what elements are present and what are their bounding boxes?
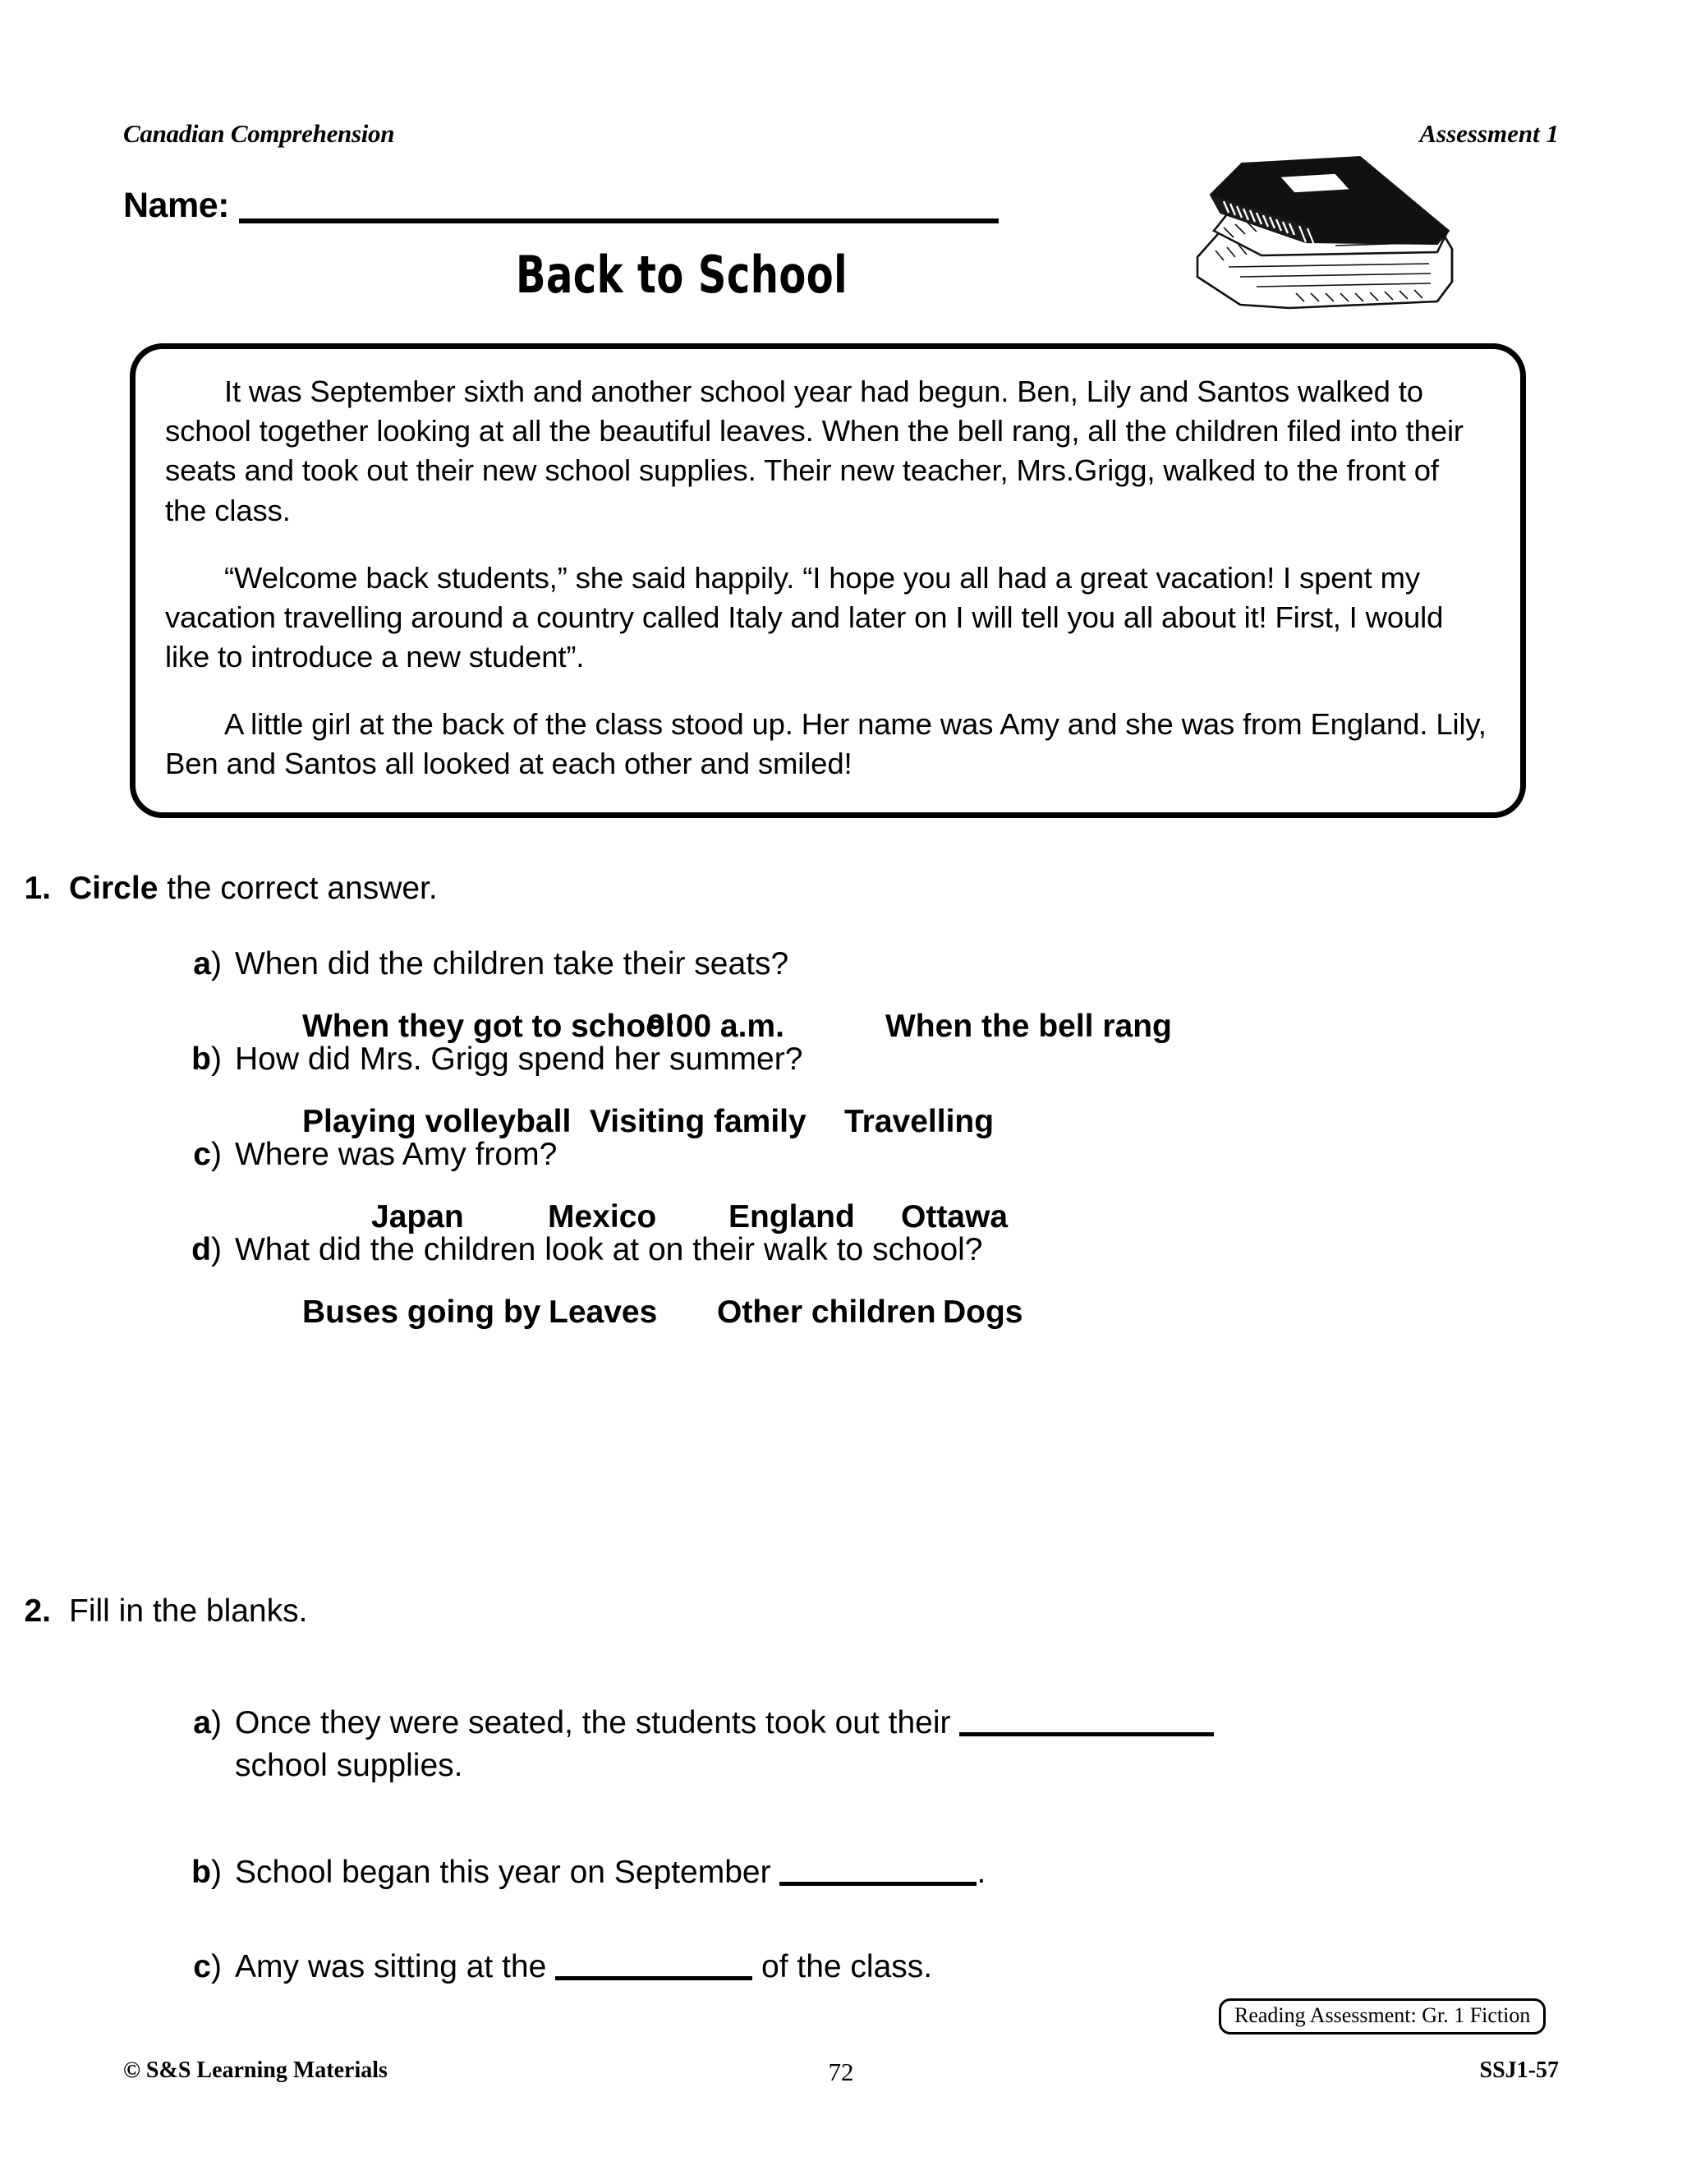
- name-label: Name:: [123, 186, 229, 225]
- subquestion-1b-options: [302, 1104, 1682, 1140]
- subquestion-2a-letter: a: [193, 1705, 211, 1740]
- subquestion-2b-paren: ): [211, 1855, 222, 1890]
- question-1-prompt: [0, 871, 1682, 907]
- name-row: [123, 187, 999, 223]
- subquestion-2c-letter: c: [193, 1949, 211, 1984]
- subquestion-1d: [0, 1232, 1682, 1331]
- option-choice[interactable]: Buses going by: [302, 1294, 541, 1330]
- subquestion-1a-options: [302, 1009, 1682, 1045]
- option-choice[interactable]: When they got to school: [302, 1009, 674, 1044]
- subquestion-2c-text-after: of the class.: [761, 1949, 933, 1984]
- subquestion-1b-letter: b: [191, 1041, 211, 1077]
- option-choice[interactable]: Dogs: [943, 1294, 1023, 1330]
- subquestion-2b-text-before: School began this year on September: [235, 1855, 771, 1890]
- question-2: [0, 1593, 1682, 1630]
- subquestion-1a-question: When did the children take their seats?: [235, 946, 789, 982]
- subquestion-1a-letter: a: [193, 946, 211, 982]
- option-choice[interactable]: England: [728, 1199, 855, 1235]
- series-title: Canadian Comprehension: [123, 119, 395, 148]
- subquestion-1d-text-row: [179, 1232, 1682, 1268]
- product-code: SSJ1-57: [1479, 2058, 1559, 2083]
- subquestion-1d-options: [302, 1294, 1682, 1331]
- page-title: Back to School: [515, 245, 848, 305]
- subquestion-1c-paren: ): [211, 1137, 222, 1172]
- subquestion-2a: [0, 1704, 1682, 1784]
- subquestion-1c-letter: c: [193, 1137, 211, 1172]
- assessment-label: Assessment 1: [1419, 119, 1559, 148]
- subquestion-1b-paren: ): [211, 1041, 222, 1077]
- name-input-blank[interactable]: [239, 187, 999, 223]
- subquestion-1b-text-row: [179, 1041, 1682, 1078]
- question-1-prompt-rest: the correct answer.: [158, 871, 438, 906]
- subquestion-1c-options: [371, 1199, 1682, 1235]
- option-choice[interactable]: When the bell rang: [885, 1009, 1172, 1044]
- question-1-number: 1.: [24, 871, 51, 906]
- subquestion-2c-paren: ): [211, 1949, 222, 1984]
- option-choice[interactable]: Travelling: [844, 1104, 995, 1139]
- fill-blank-input[interactable]: [779, 1854, 977, 1886]
- subquestion-1b: [0, 1041, 1682, 1140]
- subquestion-1a-paren: ): [211, 946, 222, 982]
- option-choice[interactable]: Japan: [371, 1199, 464, 1235]
- subquestion-2a-row-2: [179, 1748, 1682, 1784]
- subquestion-2b-text-after: .: [977, 1855, 986, 1890]
- subquestion-1d-paren: ): [211, 1232, 222, 1267]
- subquestion-2a-text-before: Once they were seated, the students took out their: [235, 1705, 951, 1740]
- page-number: 72: [828, 2058, 854, 2086]
- question-2-number: 2.: [24, 1593, 51, 1629]
- page-header: [123, 119, 1559, 152]
- subquestion-2c: [0, 1948, 1682, 1985]
- subquestion-1a-text-row: [179, 946, 1682, 982]
- assessment-badge: Reading Assessment: Gr. 1 Fiction: [1219, 1998, 1546, 2035]
- subquestion-2a-text-after: school supplies.: [235, 1748, 463, 1783]
- subquestion-1d-letter: d: [191, 1232, 211, 1267]
- story-paragraph: A little girl at the back of the class stood up. Her name was Amy and she was from England. Lily, Ben and Santos all looked at each other and smiled!: [165, 707, 1487, 781]
- subquestion-2a-row: [179, 1704, 1682, 1741]
- option-choice[interactable]: Other children: [717, 1294, 936, 1330]
- story-paragraph: “Welcome back students,” she said happily. “I hope you all had a great vacation! I spent my vacation travelling around a country called Italy and later on I will tell you all about it! First, I would like to introduce a new student”.: [165, 560, 1444, 674]
- subquestion-1b-question: How did Mrs. Grigg spend her summer?: [235, 1041, 803, 1077]
- subquestion-2a-paren: ): [211, 1705, 222, 1740]
- question-2-prompt: [0, 1593, 1682, 1630]
- subquestion-2b-row: [179, 1854, 1682, 1891]
- question-2-prompt-rest: Fill in the blanks.: [69, 1593, 308, 1629]
- option-choice[interactable]: Visiting family: [590, 1104, 807, 1139]
- subquestion-2b-letter: b: [191, 1855, 211, 1890]
- fill-blank-input[interactable]: [555, 1948, 752, 1980]
- subquestion-2b: [0, 1854, 1682, 1891]
- question-1: [0, 871, 1682, 907]
- subquestion-2c-text-before: Amy was sitting at the: [235, 1949, 547, 1984]
- copyright-text: © S&S Learning Materials: [123, 2058, 388, 2083]
- story-paragraph: It was September sixth and another school year had begun. Ben, Lily and Santos walked to school together looking at all the beautiful leaves. When the bell rang, all the children filed into their seats and took out their new school supplies. Their new teacher, Mrs.Grigg, walked to the front of the class.: [165, 375, 1464, 527]
- subquestion-1a: [0, 946, 1682, 1045]
- subquestion-1d-question: What did the children look at on their walk to school?: [235, 1232, 983, 1267]
- page-footer: [123, 2058, 1559, 2090]
- option-choice[interactable]: Playing volleyball: [302, 1104, 572, 1139]
- subquestion-1c-text-row: [179, 1137, 1682, 1173]
- subquestion-2c-row: [179, 1948, 1682, 1985]
- subquestion-1c-question: Where was Amy from?: [235, 1137, 558, 1172]
- fill-blank-input[interactable]: [959, 1704, 1214, 1736]
- story-passage-box: [130, 343, 1526, 818]
- option-choice[interactable]: Leaves: [549, 1294, 658, 1330]
- subquestion-1c: [0, 1137, 1682, 1235]
- option-choice[interactable]: 9:00 a.m.: [647, 1009, 784, 1044]
- option-choice[interactable]: Mexico: [548, 1199, 657, 1235]
- question-1-keyword: Circle: [69, 871, 159, 906]
- option-choice[interactable]: Ottawa: [901, 1199, 1009, 1235]
